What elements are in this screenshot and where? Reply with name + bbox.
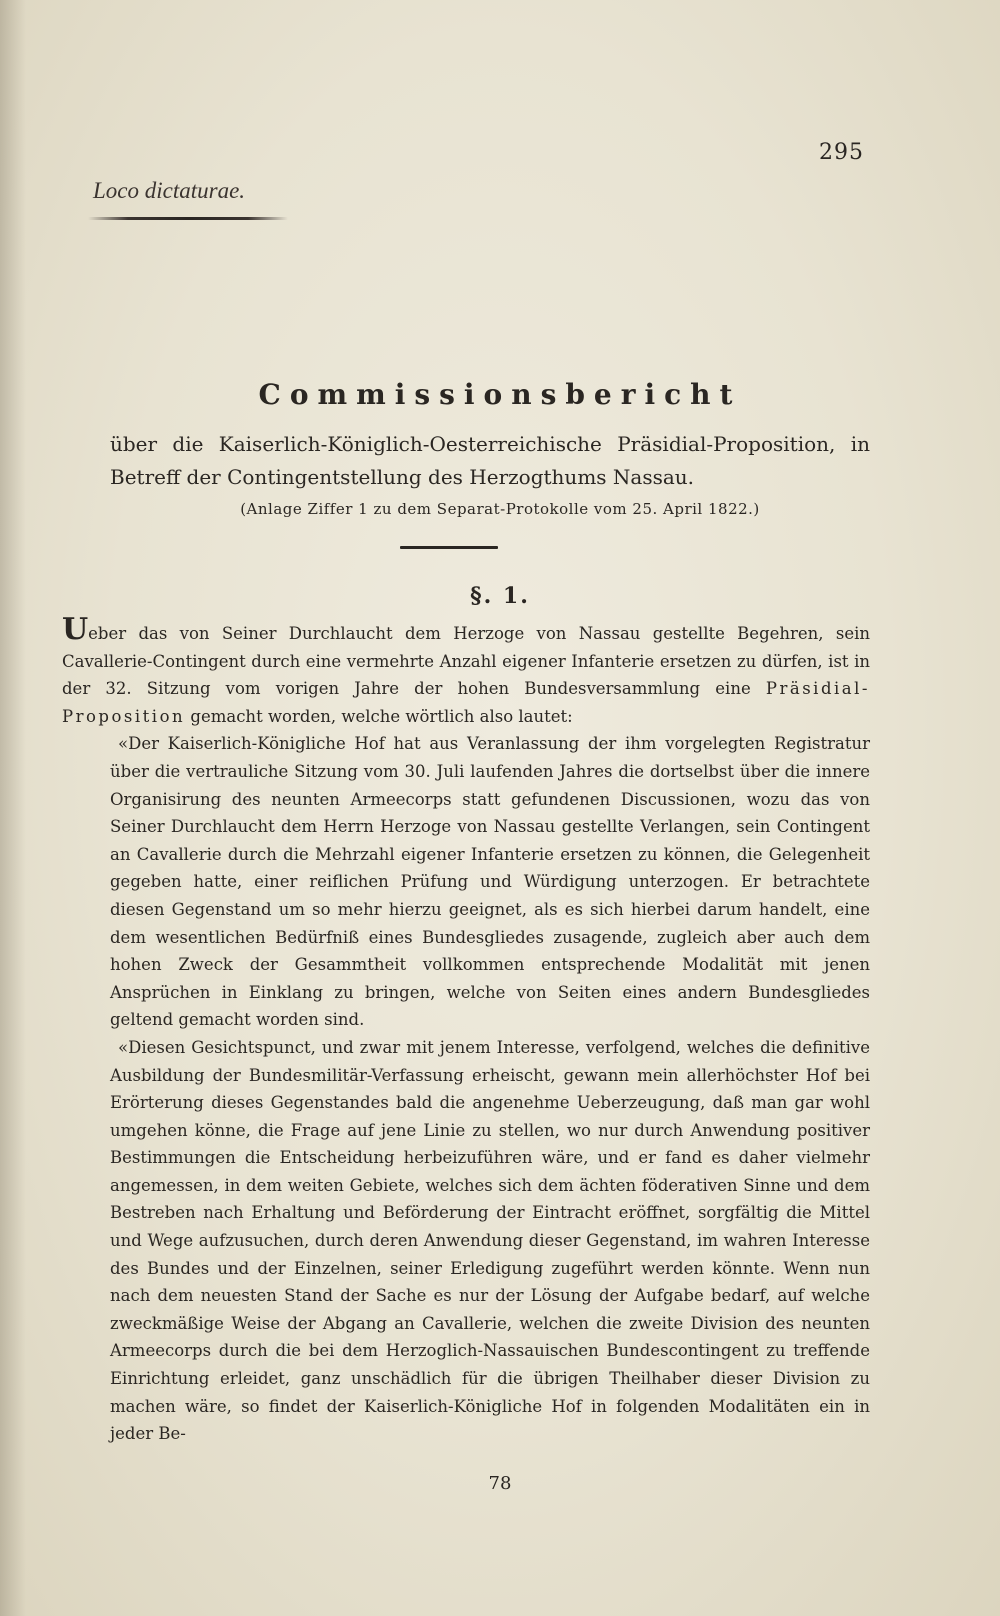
paragraph-intro (62, 612, 870, 730)
emphasized-term: Präsidial-Proposition (62, 679, 870, 726)
section-heading: §. 1. (470, 583, 530, 609)
quoted-paragraph-2: «Diesen Gesichtspunct, und zwar mit jenem Interesse, verfolgend, welches die definitive Ausbildung der Bundesmilitär-Verfassung erheischt, gewann mein allerhöchster Hof bei Erörterung dieses Gegenstandes bald die angenehme Ueberzeugung, daß man gar wohl umgehen könne, die Frage auf jene Linie zu stellen, wo nur durch Anwendung positiver Bestimmungen die Entscheidung herbeizuführen wäre, und er fand es daher vielmehr angemessen, in dem weiten Gebiete, welches sich dem ächten föderativen Sinne und dem Bestreben nach Erhaltung und Beförderung der Eintracht eröffnet, sorgfältig die Mittel und Wege aufzusuchen, durch deren Anwendung dieser Gegenstand, im wahren Interesse des Bundes und der Einzelnen, seiner Erledigung zugeführt werden könnte. Wenn nun nach dem neuesten Stand der Sache es nur der Lösung der Aufgabe bedarf, auf welche zweckmäßige Weise der Abgang an Cavallerie, welchen die zweite Division des neunten Armeecorps durch die bei dem Herzoglich-Nassauischen Bundescontingent zu treffende Einrichtung erleidet, ganz unschädlich für die übrigen Theilhaber dieser Division zu machen wäre, so findet der Kaiserlich-Königliche Hof in folgenden Modalitäten ein in jeder Be- (110, 1037, 870, 1444)
paragraph-intro-text: eber das von Seiner Durchlaucht dem Herzoge von Nassau gestellte Begehren, sein Cavallerie-Contingent durch eine vermehrte Anzahl eigener Infanterie ersetzen zu dürfen, ist in der 32. Sitzung vom vorigen Jahre der hohen Bundesversammlung eine (62, 624, 870, 699)
handwritten-annotation: Loco dictaturae. (93, 178, 246, 203)
annotation-underline (88, 217, 288, 220)
paragraph-intro-text-end: gemacht worden, welche wörtlich also lautet: (185, 706, 573, 726)
quoted-paragraph-1: «Der Kaiserlich-Königliche Hof hat aus Veranlassung der ihm vorgelegten Registratur über die vertrauliche Sitzung vom 30. Juli laufenden Jahres die dortselbst über die innere Organisirung des neunten Armeecorps statt gefundenen Discussionen, wozu das von Seiner Durchlaucht dem Herrn Herzoge von Nassau gestellte Verlangen, sein Contingent an Cavallerie durch die Mehrzahl eigener Infanterie ersetzen zu können, die Gelegenheit gegeben hatte, einer reiflichen Prüfung und Würdigung unterzogen. Er betrachtete diesen Gegenstand um so mehr hierzu geeignet, als es sich hierbei darum handelt, eine dem wesentlichen Bedürfniß eines Bundesgliedes zusagende, zugleich aber auch dem hohen Zweck der Gesammtheit vollkommen entsprechende Modalität mit jenen Ansprüchen in Einklang zu bringen, welche von Seiten eines andern Bundesgliedes geltend gemacht worden sind. (110, 734, 870, 1030)
section-divider (400, 546, 498, 549)
signature-number: 78 (488, 1473, 512, 1494)
document-subtitle: über die Kaiserlich-Königlich-Oesterreichische Präsidial-Proposition, in Betreff der Contingentstellung des Herzogthums Nassau. (110, 432, 870, 489)
drop-capital: U (62, 612, 89, 647)
page-edge-shadow (0, 0, 26, 1616)
annex-note: (Anlage Ziffer 1 zu dem Separat-Protokolle vom 25. April 1822.) (240, 500, 760, 518)
document-title: Commissionsbericht (258, 378, 742, 411)
page-number: 295 (819, 140, 864, 165)
body-text (62, 612, 870, 1448)
